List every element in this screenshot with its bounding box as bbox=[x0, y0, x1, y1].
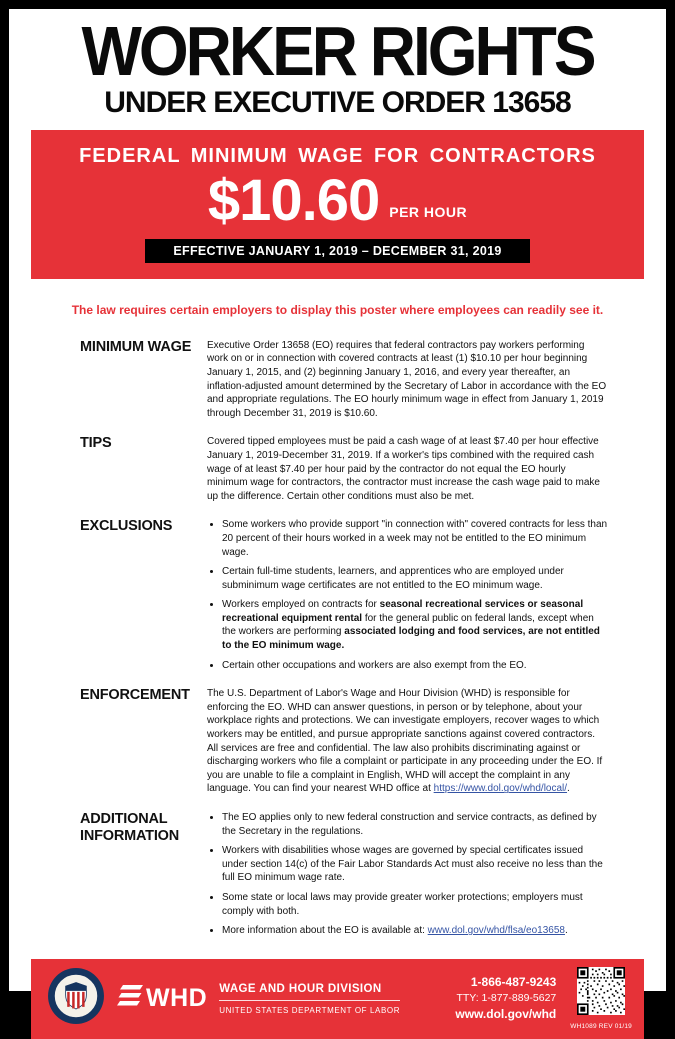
section-tips bbox=[80, 435, 608, 503]
list-item: • Certain full-time students, learners, and apprentices who are employed under subminimum wage certificates are not entitled to the EO minimum wage. bbox=[222, 565, 608, 592]
section-minimum-wage bbox=[80, 339, 608, 421]
wage-row bbox=[31, 167, 644, 233]
banner-heading: FEDERAL MINIMUM WAGE FOR CONTRACTORS bbox=[79, 144, 596, 167]
list-item: • Workers employed on contracts for seasonal recreational services or seasonal recreational equipment rental for the general public on federal lands, except when the workers are performing associated lodging and food services, are not entitled to the EO minimum wage. bbox=[222, 598, 608, 652]
wage-banner bbox=[31, 130, 644, 279]
section-heading: ADDITIONAL INFORMATION bbox=[80, 811, 180, 844]
display-notice: The law requires certain employers to display this poster where employees can readily see it. bbox=[71, 302, 604, 317]
section-additional-information bbox=[80, 811, 608, 938]
section-heading: EXCLUSIONS bbox=[80, 518, 173, 535]
website-url: www.dol.gov/whd bbox=[455, 1007, 557, 1022]
whd-logo bbox=[117, 984, 207, 1013]
division-name: WAGE AND HOUR DIVISION bbox=[219, 982, 382, 995]
list-item: • Certain other occupations and workers are also exempt from the EO. bbox=[222, 659, 608, 673]
effective-dates: EFFECTIVE JANUARY 1, 2019 – DECEMBER 31, 2019 bbox=[145, 239, 529, 263]
enforcement-text: The U.S. Department of Labor's Wage and Hour Division (WHD) is responsible for enforcing the EO. WHD can answer questions, in person or by telephone, about your workplace rights and protections. We can investigate employers, recover wages to which workers may be entitled, and pursue appropriate sanctions against covered contractors. All services are free and confidential. The law also prohibits discriminating against or discharging workers who file a complaint or participate in any proceeding under the EO. If you are unable to file a complaint in English, WHD will accept the complaint in any language. You can find your nearest WHD office at https://www.dol.gov/whd/local/. bbox=[207, 688, 603, 795]
list-item: • The EO applies only to new federal construction and service contracts, as defined by the Secretary in the regulations. bbox=[222, 811, 608, 838]
department-name: UNITED STATES DEPARTMENT OF LABOR bbox=[219, 1005, 401, 1015]
qr-code bbox=[577, 967, 625, 1020]
worker-rights-poster bbox=[9, 9, 666, 1031]
phone-number: 1-866-487-9243 bbox=[470, 974, 557, 989]
section-heading: ENFORCEMENT bbox=[80, 687, 190, 704]
whd-logo-text: WHD bbox=[146, 984, 208, 1013]
exclusions-list bbox=[207, 518, 608, 672]
whd-local-office-link[interactable]: https://www.dol.gov/whd/local/ bbox=[433, 783, 568, 795]
list-item: • More information about the EO is available at: www.dol.gov/whd/flsa/eo13658. bbox=[222, 924, 608, 938]
section-exclusions bbox=[80, 518, 608, 672]
section-heading: TIPS bbox=[80, 435, 112, 452]
eo-info-link[interactable]: www.dol.gov/whd/flsa/eo13658 bbox=[427, 925, 565, 937]
wage-amount: $10.60 bbox=[207, 167, 380, 233]
qr-block bbox=[570, 967, 632, 1030]
contact-block bbox=[455, 974, 556, 1024]
list-item: • Some state or local laws may provide greater worker protections; employers must comply with both. bbox=[222, 891, 608, 918]
list-item: • Some workers who provide support "in connection with" covered contracts for less than 20 percent of their hours worked in a week may not be entitled to the EO minimum wage. bbox=[222, 518, 608, 559]
footer-band bbox=[31, 959, 644, 1039]
list-item: • Workers with disabilities whose wages are governed by special certificates issued under section 14(c) of the Fair Labor Standards Act must also receive no less than the full EO minimum wage rate. bbox=[222, 844, 608, 885]
tty-number: TTY: 1-877-889-5627 bbox=[456, 992, 557, 1005]
additional-information-list bbox=[207, 811, 608, 938]
poster-title: WORKER RIGHTS bbox=[81, 12, 594, 91]
whd-flag-icon bbox=[117, 984, 143, 1013]
section-enforcement bbox=[80, 687, 608, 796]
division-block bbox=[219, 983, 400, 1015]
section-heading: MINIMUM WAGE bbox=[80, 338, 192, 355]
sections-area bbox=[80, 339, 608, 953]
title-block bbox=[9, 12, 666, 119]
dol-seal-icon bbox=[47, 967, 105, 1030]
revision-code: WH1089 REV 01/19 bbox=[570, 1023, 632, 1031]
per-hour-label: PER HOUR bbox=[389, 203, 468, 220]
poster-subtitle: UNDER EXECUTIVE ORDER 13658 bbox=[104, 85, 571, 119]
minimum-wage-text: Executive Order 13658 (EO) requires that federal contractors pay workers performing work on or in connection with covered contracts at least (1) $10.10 per hour beginning January 1, 2015, and (2) beginning January 1, 2016, and every year thereafter, an inflation-adjusted amount determined by the Secretary of Labor in accordance with the EO and appropriate regulations. The EO hourly minimum wage in effect from January 1, 2019 through December 31, 2019 is $10.60. bbox=[207, 339, 607, 419]
tips-text: Covered tipped employees must be paid a cash wage of at least $7.40 per hour effective January 1, 2019-December 31, 2019. If a worker's tips combined with the required cash wage of at least $7.40 per hour paid by the contractor do not equal the EO hourly minimum wage for contractors, the contractor must increase the cash wage paid to make up the difference. Certain other conditions must also be met. bbox=[207, 436, 600, 502]
